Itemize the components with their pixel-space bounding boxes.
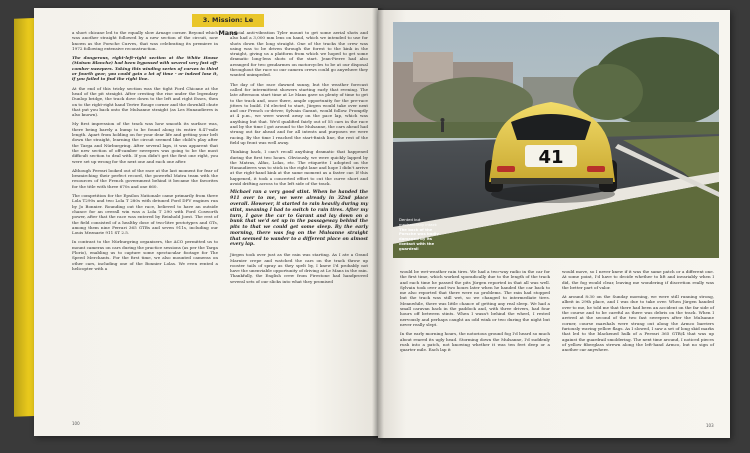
page-number-left: 100 [72, 421, 80, 426]
paragraph: a short chicane led to the equally slow Arnage corner. Beyond which was another straight followed by a new section of the circuit, now known as the Porsche Curves, that was celebrating its premiere in 1972 following extensive reconstruction. [72, 30, 218, 51]
paragraph: At around 8:30 on the Sunday morning, we were still running strong, albeit in 29th place, and I was due to take over. When Jürgen handed over to me, he told me that there had been an accident on the far side of the course and to be careful as there was debris on the track. When I arrived at the second of the two fast sweepers after the Mulsanne corner, course marshals were strung out along the Armco barriers furiously waving yellow flags. As I slowed, I saw a set of long skid marks that led to the blackened hulk of a Ferrari 365 GTB/4 that was up against the guardrail smoldering. The next time around, I noticed pieces of yellow fiberglass strewn along the left-hand Armco, but no sign of another car anywhere. [562, 294, 714, 353]
chapter-tab: 3. Mission: Le Mans [192, 14, 264, 27]
right-page-column-1 [400, 269, 550, 356]
paragraph: At the end of this tricky section was the tight Ford Chicane at the head of the pit straight. After cresting the rise under the legendary Dunlop bridge, the track dove down to the left and right Esses, then on to the right-right hand Tertre Rouge corner and the downhill chute that put you back onto the Mulsanne straight (as Les Hunaudieres is also known). [72, 85, 218, 118]
page-number-right: 103 [706, 423, 714, 428]
paragraph: would be wet-weather rain tires. We had a two-way radio in the car for the first time, which worked sporadically due to the length of the track and each time he passed the pits Jürgen reported in that all was well. Sylvain took over and two hours later when he handed the car back to me also reported that there were no problems. The rain had stopped but the track was still wet, so we changed to intermediate tires. Meanwhile, there was little chance of getting any real sleep. We had a small caravan back in the paddock and, with three drivers, had four hours off between stints. When I wasn't behind the wheel, I rested nervously and perhaps caught an odd wink or two during the night but never really slept. [400, 269, 550, 327]
caption-line-1: Dented but mechanically intact: [399, 217, 438, 227]
paragraph: My first impression of the track was how smooth its surface was, there being barely a bump to be found along its entire 8.47-mile length. Apart from holding on for your dear life and getting your belt down the straight, learning the circuit seemed like child's play after the Targa and Nürburgring. After several laps, it was apparent that the new section of off-camber sweepers was going to be the most difficult section to deal with. If you didn't get the first one right, you were set up wrong for the next one and each one after. [72, 121, 218, 164]
book-gutter [372, 8, 384, 438]
right-page-column-2 [562, 269, 714, 356]
paragraph: In contrast to the Nürburgring organisers, the ACO permitted us to mount cameras on cars during the practice sessions (as per the Targa Florio), enabling us to capture some spectacular footage for The Speed Merchants. For the first time, we also mounted cameras on other cars, including one of the Bonnier Lolas. We even rented a helicopter with a [72, 239, 218, 271]
paragraph: Jürgen took over just as the rain was starting. As I ate a Grand Marnier crepe and watched the cars on the track throw up rooster tails of spray as they spelt by, I knew I'd probably not have the unenviable opportunity of driving at Le Mans in the rain. Thankfully, the English crew from Firestone had handproved several sets of our slicks into what they promised [230, 252, 368, 284]
car-number: 41 [538, 147, 564, 168]
left-page-column-1 [72, 30, 218, 275]
paragraph: The competition for the Epsilon Nationale came primarily from three Lola T290s and two Lola T 280s with detuned Ford DFV engines run by Jo Bonnier. Rounding out the race, believed to have an outside chance for an overall win was a Lola T 290 with Ford Cosworth power, after that the race was entered by Reinhold Joest. The rest of the field consisted of a healthy dose of two-litre prototypes and GTs, among them nine Ferrari 365 GTBs and seven 911s, including our Louis Meznarie 911 ST 2.5. [72, 193, 218, 236]
race-photo [393, 22, 719, 258]
paragraph: The day of the race dawned sunny, but the weather forecast called for intermittent showers starting early that evening. The late afternoon start time at Le Mans gave us plenty of time to get to the track and, once there, ample opportunity for the pre-race jitters to build. I'd elected to start, Jürgen would take over next and our French co-driver, Sylvain Garant, would follow. Promptly at 4 p.m., we were waved away on the pace lap, which was anything but that. We'd qualified fairly out of 55 cars in the race and by the time I got around to the Mulsanne, the cars ahead had strung out far ahead and for all intents and purposes we were racing. By the time I reached the start-finish line, the rest of the field up front was well away. [230, 81, 368, 145]
paragraph: would move, so I never knew if it was the same patch or a different one. At some point, I'd have to decide whether to lift and invariably when I did, the fog would clear, leaving me wondering if discretion really was the better part of valor. [562, 269, 714, 290]
paragraph: Thinking back, I can't recall anything dramatic that happened during the first two hours. Obviously, we were quickly lapped by the Matras, Alfas, Lolas, etc. The etiquette I adopted on the Hunaudieres was to stick in the right lane and hope I didn't arrive at the right-hand kink at the same moment as a faster car. If this happened, it took a concerted effort to cut the curve short and avoid drifting across to the left side of the track. [230, 149, 368, 187]
paragraph: The dangerous, right-left-right section at the White House (Maison Blanche) had been bypassed with several very fast off-camber sweepers. Taking this winding series of curves in third or fourth gear, you could gain a lot of time - or indeed lose it, if you failed to find the right line. [72, 55, 218, 82]
paragraph: special anti-vibration Tyler mount to get some aerial shots and also had a 3,000 mm lens on hand, which we intended to use for shots down the long straight. One of the tracks the crew was using was to be driven through the forest to the kink in the straight, giving us a platform from which we hoped to get some dramatic long-lens shots of the start. Jean-Pierre had also arranged for two gendarmes on motorcycles to be at our disposal throughout the race so our camera crews could go anywhere they wanted unimpeded. [230, 30, 368, 78]
paragraph: Michael ran a very good stint. When he handed the 911 over to me, we were already in 32nd place overall. However, it started to rain heavily during my stint, meaning I had to switch to rain tires. After my turn, I gave the car to Garant and lay down on a bunk that we'd set up in the passageway behind the pits to that we could get some sleep. By the early morning, there was fog on the Mulsanne straight that seemed to wander to a different place on almost every lap. [230, 190, 368, 248]
photo-caption [399, 218, 439, 252]
paragraph: In the early morning hours, the notorious ground fog I'd heard so much about reared its ugly head. Storming down the Mulsanne, I'd suddenly rush into a patch, not knowing whether it was ten feet deep or a quarter mile. Each lap it [400, 331, 550, 353]
paragraph: Although Ferrari looked out of the race at the last moment for fear of besmirching their perfect record, the powerful Matra team with the resources of the French government behind it became the favorites for the title with three 670s and one 660. [72, 167, 218, 189]
caption-line-2: The back of the Porsche was badly damaged by its contact with the guardrail [399, 226, 439, 251]
left-page-column-2 [230, 30, 368, 288]
